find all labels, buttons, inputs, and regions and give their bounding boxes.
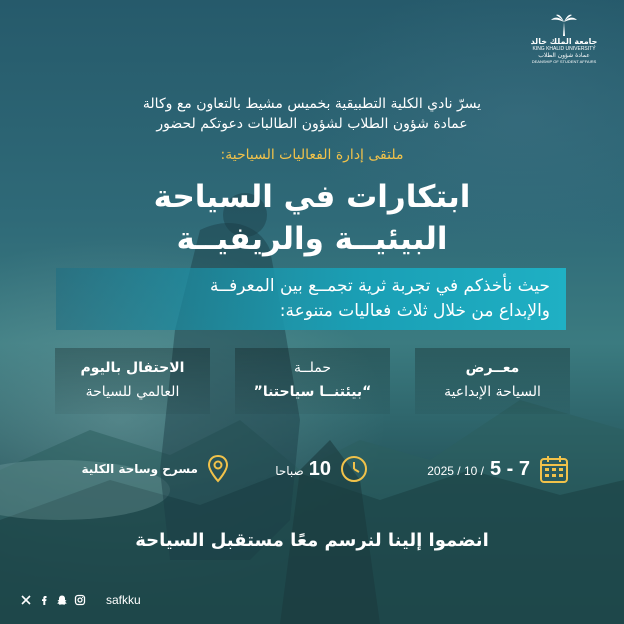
- event-title: معــرض: [465, 360, 520, 376]
- event-title: الاحتفال باليوم: [80, 360, 185, 376]
- intro-line-1: يسرّ نادي الكلية التطبيقية بخميس مشيط بالتعاون مع وكالة: [142, 96, 482, 112]
- forum-subheading: ملتقى إدارة الفعاليات السياحية:: [220, 147, 404, 163]
- logo-dept-ar: عمادة شؤون الطلاب: [538, 52, 590, 59]
- date-month-year: 2025 / 10 /: [427, 463, 484, 478]
- event-subtitle: العالمي للسياحة: [85, 384, 180, 400]
- palm-tree-icon: [549, 14, 579, 36]
- intro-text: [60, 94, 564, 134]
- facebook-icon[interactable]: [38, 594, 50, 606]
- social-handle[interactable]: safkku: [106, 593, 141, 607]
- event-subtitle: السياحة الإبداعية: [444, 384, 541, 400]
- logo-name-en: KING KHALID UNIVERSITY: [532, 46, 596, 52]
- description-banner: [56, 268, 566, 330]
- event-date: [427, 452, 570, 486]
- clock-icon: [339, 454, 369, 484]
- calendar-icon: [538, 453, 570, 485]
- title-line-1: ابتكارات في السياحة: [153, 179, 471, 215]
- x-icon[interactable]: [20, 594, 32, 606]
- location-pin-icon: [206, 454, 230, 484]
- social-footer: [20, 590, 141, 610]
- event-box-exhibition: [415, 348, 570, 414]
- date-days: 5 - 7: [489, 457, 530, 480]
- event-box-campaign: [235, 348, 390, 414]
- main-title: [20, 176, 604, 260]
- closing-slogan: انضموا إلينا لنرسم معًا مستقبل السياحة: [135, 530, 489, 551]
- intro-line-2: عمادة شؤون الطلاب لشؤون الطالبات دعوتكم لحضور: [156, 116, 468, 132]
- event-time: [275, 452, 369, 486]
- event-location: [82, 452, 230, 486]
- banner-line-2: والإبداع من خلال ثلاث فعاليات متنوعة:: [279, 301, 550, 321]
- date-text: [427, 458, 530, 481]
- time-suffix: صباحا: [275, 463, 304, 478]
- event-box-celebration: [55, 348, 210, 414]
- event-title: حملــة: [293, 360, 332, 376]
- university-logo: [522, 14, 606, 76]
- banner-line-1: حيث نأخذكم في تجربة ثرية تجمــع بين المعرفــة: [210, 276, 550, 296]
- logo-name-ar: جامعة الملك خالد: [530, 37, 598, 46]
- instagram-icon[interactable]: [74, 594, 86, 606]
- time-number: 10: [308, 457, 331, 480]
- logo-dept-en: DEANSHIP OF STUDENT AFFAIRS: [531, 59, 597, 64]
- snapchat-icon[interactable]: [56, 594, 68, 606]
- location-text: مسرح وساحة الكلية: [81, 462, 198, 476]
- time-text: [275, 458, 331, 481]
- title-line-2: البيئيــة والريفيــة: [176, 221, 448, 257]
- event-subtitle: “بيئتنــا سياحتنا”: [253, 384, 372, 400]
